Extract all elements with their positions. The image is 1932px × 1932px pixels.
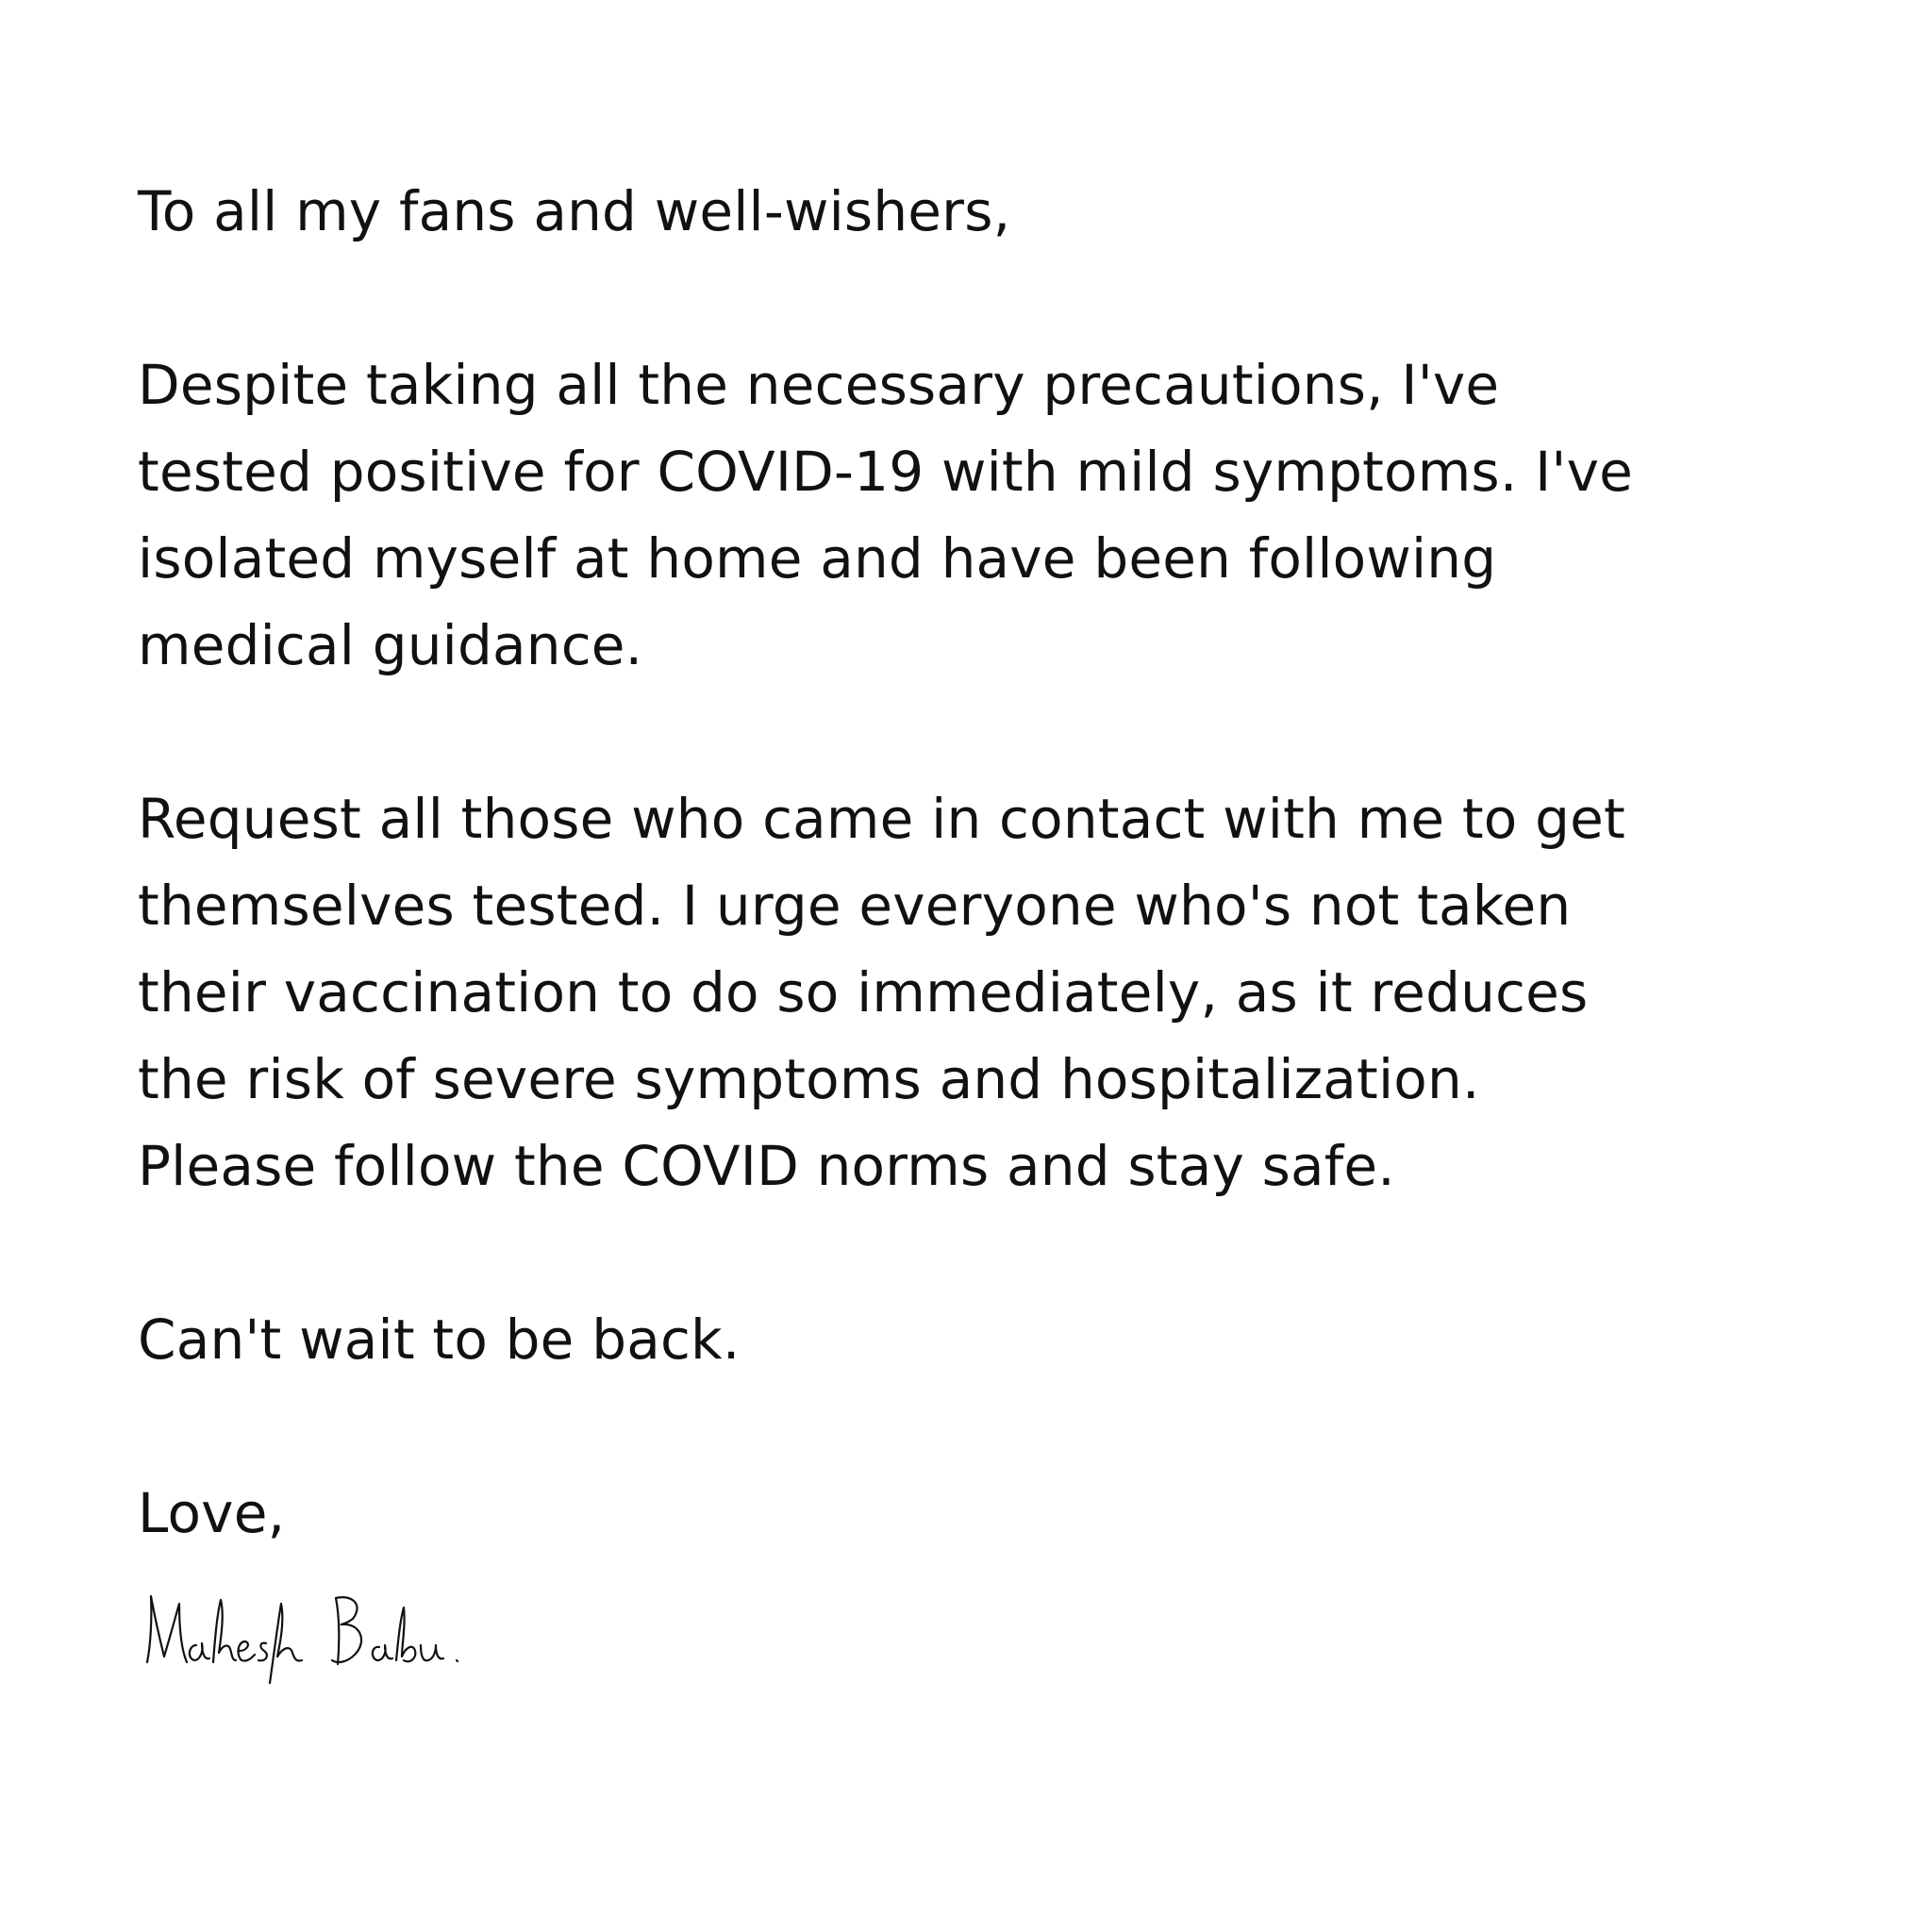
sign-off: Love, [138, 1481, 286, 1545]
paragraph-2-line: the risk of severe symptoms and hospitalization. [138, 1047, 1480, 1111]
letter [138, 168, 1836, 1692]
paragraph-2-line: themselves tested. I urge everyone who's not taken [138, 874, 1572, 938]
paragraph-2-line: their vaccination to do so immediately, as it reduces [138, 960, 1589, 1024]
paragraph-2-line: Please follow the COVID norms and stay safe. [138, 1134, 1395, 1198]
closing-line: Can't wait to be back. [138, 1307, 741, 1372]
paragraph-1-line: isolated myself at home and have been following [138, 526, 1497, 591]
paragraph-1-line: medical guidance. [138, 613, 643, 677]
paragraph-2 [138, 775, 1836, 1209]
paragraph-1 [138, 341, 1836, 689]
paragraph-2-line: Request all those who came in contact with me to get [138, 787, 1625, 851]
letter-greeting: To all my fans and well-wishers, [138, 179, 1011, 243]
handwritten-signature [138, 1589, 496, 1692]
paragraph-1-line: tested positive for COVID-19 with mild symptoms. I've [138, 440, 1633, 504]
paragraph-1-line: Despite taking all the necessary precautions, I've [138, 353, 1500, 417]
